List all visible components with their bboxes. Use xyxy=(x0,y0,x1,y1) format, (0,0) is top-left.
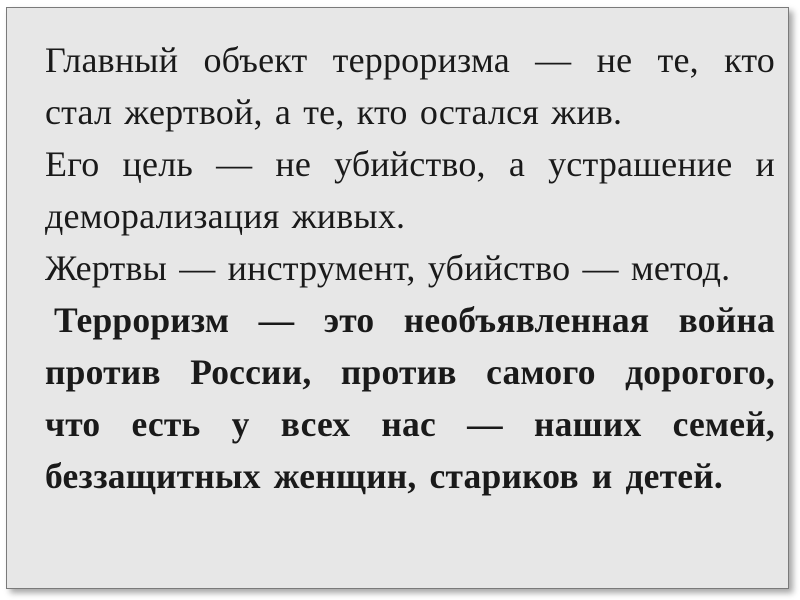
paragraph-victims-method: Жертвы — инструмент, убийство — метод. xyxy=(45,248,731,288)
slide xyxy=(6,7,789,589)
paragraph-terrorism-goal: Его цель — не убийство, а устрашение и деморализация живых. xyxy=(45,144,775,236)
paragraph-terrorism-object: Главный объект терроризма — не те, кто стал жертвой, а те, кто остался жив. xyxy=(45,40,775,132)
paragraph-undeclared-war: Терроризм — это необъявленная война против России, против самого дорогого, что есть у всех нас — наших семей, беззащитных женщин, стариков и детей. xyxy=(45,300,775,496)
slide-text-box xyxy=(45,34,775,502)
